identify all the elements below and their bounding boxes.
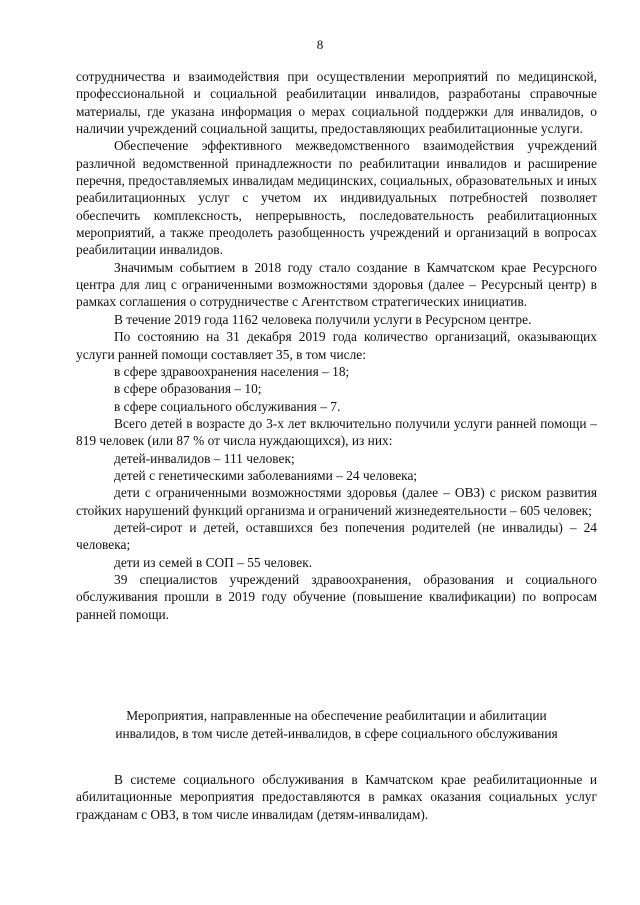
list-item: дети с ограниченными возможностями здоровья (далее – ОВЗ) с риском развития стойких нарушений функций организма и ограничений жизнедеятельности – 605 человек;: [76, 485, 597, 518]
list-item: дети из семей в СОП – 55 человек.: [114, 554, 313, 570]
paragraph: В течение 2019 года 1162 человека получили услуги в Ресурсном центре.: [114, 311, 532, 327]
paragraph: Обеспечение эффективного межведомственного взаимодействия учреждений различной ведомственной принадлежности по реабилитации инвалидов и расширение перечня, предоставляемых инвалидам медицинских, социальных, образовательных и иных реабилитационных услуг с учетом их индивидуальных потребностей позволяет обеспечить комплексность, непрерывность, последовательность реабилитационных мероприятий, а также преодолеть разобщенность учреждений и организаций в вопросах реабилитации инвалидов.: [76, 138, 597, 258]
page-number: 8: [316, 37, 324, 52]
paragraph: По состоянию на 31 декабря 2019 года количество организаций, оказывающих услуги ранней помощи составляет 35, в том числе:: [76, 329, 597, 362]
section-heading-line: инвалидов, в том числе детей-инвалидов, в сфере социального обслуживания: [115, 726, 558, 741]
list-item: детей-инвалидов – 111 человек;: [114, 450, 295, 466]
section-heading-line: Мероприятия, направленные на обеспечение реабилитации и абилитации: [126, 708, 547, 723]
section-social-services: [76, 707, 597, 823]
list-item: в сфере здравоохранения населения – 18;: [114, 363, 350, 379]
list-item: детей с генетическими заболеваниями – 24 человека;: [114, 467, 418, 483]
list-item: в сфере социального обслуживания – 7.: [114, 398, 341, 414]
paragraph: 39 специалистов учреждений здравоохранения, образования и социального обслуживания прошли в 2019 году обучение (повышение квалификации) по вопросам ранней помощи.: [76, 571, 597, 622]
paragraph: Значимым событием в 2018 году стало создание в Камчатском крае Ресурсного центра для лиц с ограниченными возможностями здоровья (далее – Ресурсный центр) в рамках соглашения о сотрудничестве с Агентством стратегических инициатив.: [76, 259, 597, 310]
body-text: [76, 68, 597, 623]
paragraph: сотрудничества и взаимодействия при осуществлении мероприятий по медицинской, профессиональной и социальной реабилитации инвалидов, разработаны справочные материалы, где указана информация о мерах социальной поддержки для инвалидов, о наличии учреждений социальной защиты, предоставляющих реабилитационные услуги.: [76, 69, 597, 137]
paragraph: Всего детей в возрасте до 3-х лет включительно получили услуги ранней помощи – 819 человек (или 87 % от числа нуждающихся), из них:: [76, 415, 597, 449]
list-item: в сфере образования – 10;: [114, 381, 262, 397]
section-paragraph: В системе социального обслуживания в Камчатском крае реабилитационные и абилитационные мероприятия предоставляются в рамках оказания социальных услуг гражданам с ОВЗ, в том числе инвалидам (детям-инвалидам).: [76, 772, 597, 822]
section-heading: [76, 707, 597, 743]
list-item: детей-сирот и детей, оставшихся без попечения родителей (не инвалиды) – 24 человека;: [76, 519, 597, 553]
